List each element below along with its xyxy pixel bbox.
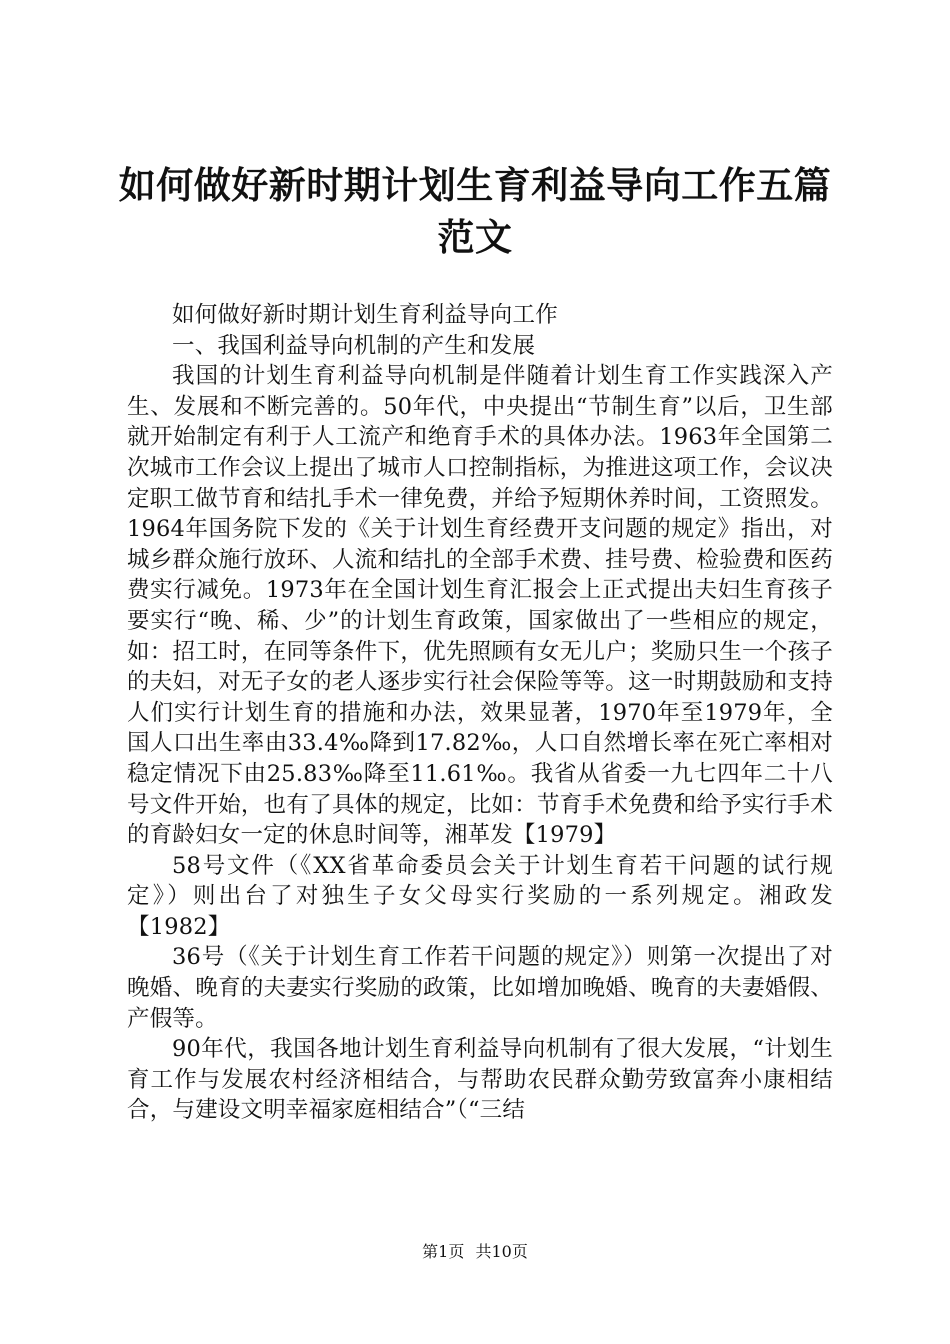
section-heading: 一、我国利益导向机制的产生和发展 — [172, 332, 536, 359]
body-paragraph: 58号文件（《XX省革命委员会关于计划生育若干问题的试行规定》）则出台了对独生子女父母实行奖励的一系列规定。湘政发【1982】 — [127, 852, 833, 940]
document-body — [127, 300, 833, 1126]
body-paragraph: 90年代，我国各地计划生育利益导向机制有了很大发展，“计划生育工作与发展农村经济相结合，与帮助农民群众勤劳致富奔小康相结合，与建设文明幸福家庭相结合”（“三结 — [127, 1036, 833, 1124]
body-paragraph: 我国的计划生育利益导向机制是伴随着计划生育工作实践深入产生、发展和不断完善的。50年代，中央提出“节制生育”以后，卫生部就开始制定有利于人工流产和绝育手术的具体办法。1963年全国第二次城市工作会议上提出了城市人口控制指标，为推进这项工作，会议决定职工做节育和结扎手术一律免费，并给予短期休养时间，工资照发。1964年国务院下发的《关于计划生育经费开支问题的规定》指出，对城乡群众施行放环、人流和结扎的全部手术费、挂号费、检验费和医药费实行减免。1973年在全国计划生育汇报会上正式提出夫妇生育孩子要实行“晚、稀、少”的计划生育政策，国家做出了一些相应的规定，如：招工时，在同等条件下，优先照顾有女无儿户；奖励只生一个孩子的夫妇，对无子女的老人逐步实行社会保险等等。这一时期鼓励和支持人们实行计划生育的措施和办法，效果显著，1970年至1979年，全国人口出生率由33.4‰降到17.82‰，人口自然增长率在死亡率相对稳定情况下由25.83‰降至11.61‰。我省从省委一九七四年二十八号文件开始，也有了具体的规定，比如：节育手术免费和给予实行手术的育龄妇女一定的休息时间等，湘革发【1979】 — [127, 363, 833, 849]
page-number: 第1页 — [422, 1242, 465, 1261]
document-title: 如何做好新时期计划生育利益导向工作五篇范文 — [118, 164, 832, 259]
page-footer — [0, 1242, 950, 1262]
subtitle-paragraph: 如何做好新时期计划生育利益导向工作 — [172, 302, 558, 328]
body-paragraph: 36号（《关于计划生育工作若干问题的规定》）则第一次提出了对晚婚、晚育的夫妻实行奖励的政策，比如增加晚婚、晚育的夫妻婚假、产假等。 — [127, 944, 833, 1032]
page-total: 共10页 — [475, 1242, 528, 1261]
